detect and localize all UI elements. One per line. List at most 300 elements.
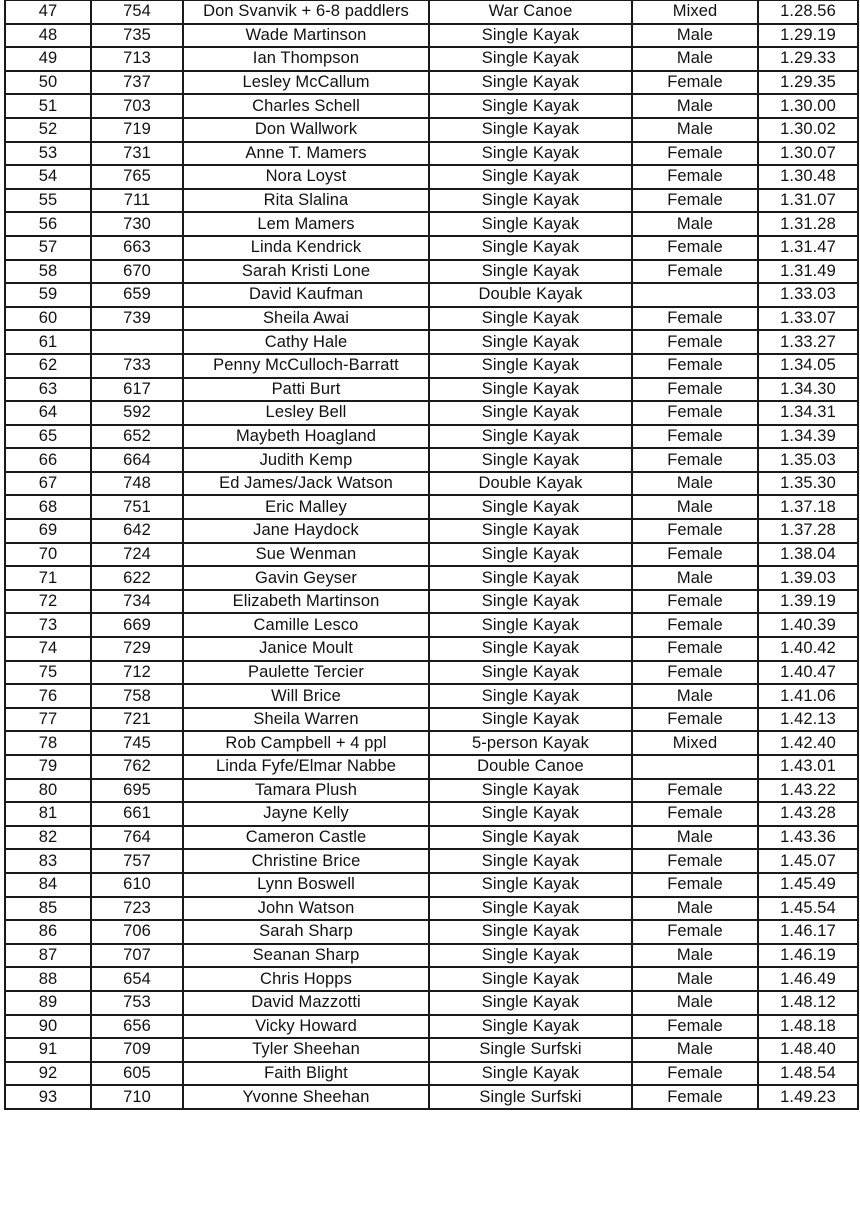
bib-number-cell: 663 bbox=[91, 236, 183, 260]
results-sheet bbox=[4, 0, 859, 1110]
bib-number-cell: 711 bbox=[91, 189, 183, 213]
participant-name-cell: Ed James/Jack Watson bbox=[183, 472, 429, 496]
gender-category-cell: Female bbox=[632, 637, 758, 661]
participant-name-cell: Chris Hopps bbox=[183, 967, 429, 991]
place-cell: 86 bbox=[5, 920, 91, 944]
table-row bbox=[5, 1015, 858, 1039]
finish-time-cell: 1.40.39 bbox=[758, 613, 858, 637]
place-cell: 82 bbox=[5, 826, 91, 850]
place-cell: 77 bbox=[5, 708, 91, 732]
table-row bbox=[5, 991, 858, 1015]
table-row bbox=[5, 495, 858, 519]
boat-type-cell: Single Kayak bbox=[429, 47, 632, 71]
table-row bbox=[5, 165, 858, 189]
gender-category-cell: Female bbox=[632, 779, 758, 803]
finish-time-cell: 1.48.54 bbox=[758, 1062, 858, 1086]
participant-name-cell: Charles Schell bbox=[183, 94, 429, 118]
bib-number-cell: 703 bbox=[91, 94, 183, 118]
bib-number-cell: 664 bbox=[91, 448, 183, 472]
gender-category-cell: Male bbox=[632, 472, 758, 496]
boat-type-cell: Single Kayak bbox=[429, 920, 632, 944]
place-cell: 80 bbox=[5, 779, 91, 803]
table-row bbox=[5, 920, 858, 944]
place-cell: 71 bbox=[5, 566, 91, 590]
gender-category-cell: Female bbox=[632, 189, 758, 213]
gender-category-cell: Female bbox=[632, 613, 758, 637]
boat-type-cell: Single Kayak bbox=[429, 684, 632, 708]
finish-time-cell: 1.28.56 bbox=[758, 0, 858, 24]
boat-type-cell: Single Kayak bbox=[429, 24, 632, 48]
boat-type-cell: Single Kayak bbox=[429, 94, 632, 118]
boat-type-cell: Single Kayak bbox=[429, 495, 632, 519]
participant-name-cell: David Mazzotti bbox=[183, 991, 429, 1015]
bib-number-cell: 745 bbox=[91, 731, 183, 755]
gender-category-cell: Male bbox=[632, 495, 758, 519]
bib-number-cell: 719 bbox=[91, 118, 183, 142]
place-cell: 69 bbox=[5, 519, 91, 543]
boat-type-cell: Single Kayak bbox=[429, 991, 632, 1015]
finish-time-cell: 1.34.30 bbox=[758, 378, 858, 402]
gender-category-cell: Male bbox=[632, 1038, 758, 1062]
gender-category-cell: Male bbox=[632, 826, 758, 850]
bib-number-cell: 721 bbox=[91, 708, 183, 732]
boat-type-cell: Single Kayak bbox=[429, 425, 632, 449]
gender-category-cell: Male bbox=[632, 94, 758, 118]
table-row bbox=[5, 873, 858, 897]
table-row bbox=[5, 448, 858, 472]
finish-time-cell: 1.31.49 bbox=[758, 260, 858, 284]
place-cell: 49 bbox=[5, 47, 91, 71]
place-cell: 60 bbox=[5, 307, 91, 331]
participant-name-cell: Paulette Tercier bbox=[183, 661, 429, 685]
participant-name-cell: Tamara Plush bbox=[183, 779, 429, 803]
table-row bbox=[5, 543, 858, 567]
participant-name-cell: Cathy Hale bbox=[183, 330, 429, 354]
place-cell: 85 bbox=[5, 897, 91, 921]
finish-time-cell: 1.35.03 bbox=[758, 448, 858, 472]
table-row bbox=[5, 71, 858, 95]
bib-number-cell: 654 bbox=[91, 967, 183, 991]
place-cell: 66 bbox=[5, 448, 91, 472]
participant-name-cell: Faith Blight bbox=[183, 1062, 429, 1086]
gender-category-cell: Female bbox=[632, 425, 758, 449]
place-cell: 87 bbox=[5, 944, 91, 968]
finish-time-cell: 1.31.07 bbox=[758, 189, 858, 213]
boat-type-cell: War Canoe bbox=[429, 0, 632, 24]
finish-time-cell: 1.48.18 bbox=[758, 1015, 858, 1039]
table-row bbox=[5, 94, 858, 118]
participant-name-cell: Judith Kemp bbox=[183, 448, 429, 472]
boat-type-cell: Single Surfski bbox=[429, 1038, 632, 1062]
table-row bbox=[5, 307, 858, 331]
bib-number-cell: 753 bbox=[91, 991, 183, 1015]
table-row bbox=[5, 472, 858, 496]
gender-category-cell: Female bbox=[632, 401, 758, 425]
place-cell: 74 bbox=[5, 637, 91, 661]
gender-category-cell: Male bbox=[632, 24, 758, 48]
gender-category-cell: Female bbox=[632, 448, 758, 472]
gender-category-cell: Female bbox=[632, 873, 758, 897]
gender-category-cell: Mixed bbox=[632, 0, 758, 24]
place-cell: 64 bbox=[5, 401, 91, 425]
gender-category-cell: Female bbox=[632, 307, 758, 331]
place-cell: 55 bbox=[5, 189, 91, 213]
boat-type-cell: Single Kayak bbox=[429, 1062, 632, 1086]
table-row bbox=[5, 802, 858, 826]
table-row bbox=[5, 519, 858, 543]
finish-time-cell: 1.29.35 bbox=[758, 71, 858, 95]
finish-time-cell: 1.31.28 bbox=[758, 212, 858, 236]
gender-category-cell bbox=[632, 755, 758, 779]
bib-number-cell: 706 bbox=[91, 920, 183, 944]
finish-time-cell: 1.43.28 bbox=[758, 802, 858, 826]
gender-category-cell: Mixed bbox=[632, 731, 758, 755]
boat-type-cell: Single Kayak bbox=[429, 448, 632, 472]
participant-name-cell: Gavin Geyser bbox=[183, 566, 429, 590]
bib-number-cell: 617 bbox=[91, 378, 183, 402]
boat-type-cell: Single Kayak bbox=[429, 708, 632, 732]
finish-time-cell: 1.33.07 bbox=[758, 307, 858, 331]
participant-name-cell: Jayne Kelly bbox=[183, 802, 429, 826]
participant-name-cell: Lem Mamers bbox=[183, 212, 429, 236]
boat-type-cell: Single Kayak bbox=[429, 1015, 632, 1039]
bib-number-cell: 754 bbox=[91, 0, 183, 24]
finish-time-cell: 1.49.23 bbox=[758, 1085, 858, 1109]
table-row bbox=[5, 1062, 858, 1086]
place-cell: 73 bbox=[5, 613, 91, 637]
bib-number-cell: 707 bbox=[91, 944, 183, 968]
finish-time-cell: 1.48.12 bbox=[758, 991, 858, 1015]
boat-type-cell: Single Kayak bbox=[429, 307, 632, 331]
bib-number-cell: 762 bbox=[91, 755, 183, 779]
place-cell: 61 bbox=[5, 330, 91, 354]
bib-number-cell: 723 bbox=[91, 897, 183, 921]
bib-number-cell: 764 bbox=[91, 826, 183, 850]
bib-number-cell: 751 bbox=[91, 495, 183, 519]
finish-time-cell: 1.35.30 bbox=[758, 472, 858, 496]
boat-type-cell: Single Kayak bbox=[429, 519, 632, 543]
boat-type-cell: Single Kayak bbox=[429, 897, 632, 921]
gender-category-cell: Female bbox=[632, 708, 758, 732]
place-cell: 52 bbox=[5, 118, 91, 142]
boat-type-cell: Single Kayak bbox=[429, 873, 632, 897]
participant-name-cell: Will Brice bbox=[183, 684, 429, 708]
table-row bbox=[5, 826, 858, 850]
table-row bbox=[5, 637, 858, 661]
gender-category-cell: Female bbox=[632, 1062, 758, 1086]
participant-name-cell: Janice Moult bbox=[183, 637, 429, 661]
finish-time-cell: 1.40.42 bbox=[758, 637, 858, 661]
table-row bbox=[5, 944, 858, 968]
gender-category-cell: Female bbox=[632, 920, 758, 944]
boat-type-cell: Single Kayak bbox=[429, 566, 632, 590]
boat-type-cell: Single Kayak bbox=[429, 236, 632, 260]
participant-name-cell: Sue Wenman bbox=[183, 543, 429, 567]
participant-name-cell: Linda Fyfe/Elmar Nabbe bbox=[183, 755, 429, 779]
table-row bbox=[5, 378, 858, 402]
place-cell: 54 bbox=[5, 165, 91, 189]
place-cell: 50 bbox=[5, 71, 91, 95]
table-row bbox=[5, 0, 858, 24]
participant-name-cell: Maybeth Hoagland bbox=[183, 425, 429, 449]
finish-time-cell: 1.29.19 bbox=[758, 24, 858, 48]
finish-time-cell: 1.29.33 bbox=[758, 47, 858, 71]
gender-category-cell: Female bbox=[632, 378, 758, 402]
finish-time-cell: 1.39.19 bbox=[758, 590, 858, 614]
table-row bbox=[5, 236, 858, 260]
place-cell: 81 bbox=[5, 802, 91, 826]
participant-name-cell: Ian Thompson bbox=[183, 47, 429, 71]
participant-name-cell: Tyler Sheehan bbox=[183, 1038, 429, 1062]
gender-category-cell: Female bbox=[632, 260, 758, 284]
table-row bbox=[5, 118, 858, 142]
finish-time-cell: 1.30.00 bbox=[758, 94, 858, 118]
participant-name-cell: Seanan Sharp bbox=[183, 944, 429, 968]
gender-category-cell: Male bbox=[632, 897, 758, 921]
place-cell: 51 bbox=[5, 94, 91, 118]
gender-category-cell: Male bbox=[632, 991, 758, 1015]
participant-name-cell: Elizabeth Martinson bbox=[183, 590, 429, 614]
boat-type-cell: Double Kayak bbox=[429, 472, 632, 496]
place-cell: 62 bbox=[5, 354, 91, 378]
participant-name-cell: Anne T. Mamers bbox=[183, 142, 429, 166]
place-cell: 84 bbox=[5, 873, 91, 897]
place-cell: 53 bbox=[5, 142, 91, 166]
bib-number-cell: 729 bbox=[91, 637, 183, 661]
table-row bbox=[5, 189, 858, 213]
participant-name-cell: Patti Burt bbox=[183, 378, 429, 402]
place-cell: 63 bbox=[5, 378, 91, 402]
finish-time-cell: 1.39.03 bbox=[758, 566, 858, 590]
bib-number-cell: 724 bbox=[91, 543, 183, 567]
bib-number-cell: 733 bbox=[91, 354, 183, 378]
boat-type-cell: Single Kayak bbox=[429, 260, 632, 284]
boat-type-cell: Single Kayak bbox=[429, 849, 632, 873]
place-cell: 92 bbox=[5, 1062, 91, 1086]
boat-type-cell: Single Kayak bbox=[429, 165, 632, 189]
gender-category-cell: Female bbox=[632, 142, 758, 166]
table-row bbox=[5, 1038, 858, 1062]
gender-category-cell: Male bbox=[632, 118, 758, 142]
finish-time-cell: 1.38.04 bbox=[758, 543, 858, 567]
table-row bbox=[5, 684, 858, 708]
boat-type-cell: Single Kayak bbox=[429, 967, 632, 991]
table-row bbox=[5, 566, 858, 590]
table-row bbox=[5, 354, 858, 378]
bib-number-cell: 661 bbox=[91, 802, 183, 826]
participant-name-cell: Sheila Awai bbox=[183, 307, 429, 331]
table-row bbox=[5, 897, 858, 921]
participant-name-cell: Linda Kendrick bbox=[183, 236, 429, 260]
finish-time-cell: 1.48.40 bbox=[758, 1038, 858, 1062]
gender-category-cell: Male bbox=[632, 47, 758, 71]
race-results-table bbox=[4, 0, 859, 1110]
participant-name-cell: Vicky Howard bbox=[183, 1015, 429, 1039]
boat-type-cell: Single Kayak bbox=[429, 802, 632, 826]
bib-number-cell: 656 bbox=[91, 1015, 183, 1039]
bib-number-cell: 735 bbox=[91, 24, 183, 48]
boat-type-cell: Single Surfski bbox=[429, 1085, 632, 1109]
boat-type-cell: Single Kayak bbox=[429, 637, 632, 661]
gender-category-cell: Female bbox=[632, 1015, 758, 1039]
finish-time-cell: 1.37.28 bbox=[758, 519, 858, 543]
boat-type-cell: Double Kayak bbox=[429, 283, 632, 307]
bib-number-cell: 731 bbox=[91, 142, 183, 166]
participant-name-cell: Lesley Bell bbox=[183, 401, 429, 425]
bib-number-cell: 712 bbox=[91, 661, 183, 685]
bib-number-cell: 757 bbox=[91, 849, 183, 873]
table-row bbox=[5, 661, 858, 685]
finish-time-cell: 1.40.47 bbox=[758, 661, 858, 685]
participant-name-cell: Don Svanvik + 6-8 paddlers bbox=[183, 0, 429, 24]
place-cell: 93 bbox=[5, 1085, 91, 1109]
bib-number-cell: 659 bbox=[91, 283, 183, 307]
participant-name-cell: Rob Campbell + 4 ppl bbox=[183, 731, 429, 755]
finish-time-cell: 1.34.05 bbox=[758, 354, 858, 378]
participant-name-cell: Camille Lesco bbox=[183, 613, 429, 637]
boat-type-cell: Single Kayak bbox=[429, 189, 632, 213]
participant-name-cell: Lesley McCallum bbox=[183, 71, 429, 95]
participant-name-cell: Yvonne Sheehan bbox=[183, 1085, 429, 1109]
results-table-body bbox=[5, 0, 858, 1109]
bib-number-cell: 737 bbox=[91, 71, 183, 95]
place-cell: 72 bbox=[5, 590, 91, 614]
gender-category-cell: Female bbox=[632, 543, 758, 567]
finish-time-cell: 1.34.39 bbox=[758, 425, 858, 449]
gender-category-cell: Female bbox=[632, 1085, 758, 1109]
finish-time-cell: 1.46.49 bbox=[758, 967, 858, 991]
table-row bbox=[5, 755, 858, 779]
boat-type-cell: Single Kayak bbox=[429, 401, 632, 425]
finish-time-cell: 1.43.36 bbox=[758, 826, 858, 850]
boat-type-cell: Single Kayak bbox=[429, 330, 632, 354]
bib-number-cell: 695 bbox=[91, 779, 183, 803]
gender-category-cell: Female bbox=[632, 661, 758, 685]
place-cell: 76 bbox=[5, 684, 91, 708]
participant-name-cell: David Kaufman bbox=[183, 283, 429, 307]
bib-number-cell: 734 bbox=[91, 590, 183, 614]
table-row bbox=[5, 283, 858, 307]
table-row bbox=[5, 613, 858, 637]
finish-time-cell: 1.30.02 bbox=[758, 118, 858, 142]
place-cell: 90 bbox=[5, 1015, 91, 1039]
boat-type-cell: Single Kayak bbox=[429, 613, 632, 637]
gender-category-cell: Female bbox=[632, 354, 758, 378]
finish-time-cell: 1.42.40 bbox=[758, 731, 858, 755]
table-row bbox=[5, 330, 858, 354]
gender-category-cell: Female bbox=[632, 590, 758, 614]
finish-time-cell: 1.31.47 bbox=[758, 236, 858, 260]
bib-number-cell: 758 bbox=[91, 684, 183, 708]
boat-type-cell: Double Canoe bbox=[429, 755, 632, 779]
table-row bbox=[5, 142, 858, 166]
table-row bbox=[5, 967, 858, 991]
participant-name-cell: Sarah Kristi Lone bbox=[183, 260, 429, 284]
place-cell: 70 bbox=[5, 543, 91, 567]
boat-type-cell: Single Kayak bbox=[429, 71, 632, 95]
participant-name-cell: Eric Malley bbox=[183, 495, 429, 519]
finish-time-cell: 1.30.48 bbox=[758, 165, 858, 189]
finish-time-cell: 1.33.27 bbox=[758, 330, 858, 354]
bib-number-cell: 730 bbox=[91, 212, 183, 236]
place-cell: 67 bbox=[5, 472, 91, 496]
gender-category-cell: Male bbox=[632, 566, 758, 590]
bib-number-cell: 622 bbox=[91, 566, 183, 590]
finish-time-cell: 1.45.49 bbox=[758, 873, 858, 897]
bib-number-cell: 669 bbox=[91, 613, 183, 637]
boat-type-cell: Single Kayak bbox=[429, 142, 632, 166]
table-row bbox=[5, 1085, 858, 1109]
finish-time-cell: 1.45.54 bbox=[758, 897, 858, 921]
participant-name-cell: Wade Martinson bbox=[183, 24, 429, 48]
boat-type-cell: Single Kayak bbox=[429, 590, 632, 614]
bib-number-cell: 670 bbox=[91, 260, 183, 284]
place-cell: 88 bbox=[5, 967, 91, 991]
bib-number-cell: 739 bbox=[91, 307, 183, 331]
bib-number-cell: 713 bbox=[91, 47, 183, 71]
participant-name-cell: Lynn Boswell bbox=[183, 873, 429, 897]
table-row bbox=[5, 212, 858, 236]
boat-type-cell: Single Kayak bbox=[429, 661, 632, 685]
participant-name-cell: Nora Loyst bbox=[183, 165, 429, 189]
place-cell: 79 bbox=[5, 755, 91, 779]
boat-type-cell: Single Kayak bbox=[429, 543, 632, 567]
table-row bbox=[5, 779, 858, 803]
gender-category-cell bbox=[632, 283, 758, 307]
bib-number-cell: 710 bbox=[91, 1085, 183, 1109]
place-cell: 83 bbox=[5, 849, 91, 873]
place-cell: 56 bbox=[5, 212, 91, 236]
participant-name-cell: John Watson bbox=[183, 897, 429, 921]
bib-number-cell: 642 bbox=[91, 519, 183, 543]
bib-number-cell: 592 bbox=[91, 401, 183, 425]
boat-type-cell: Single Kayak bbox=[429, 354, 632, 378]
finish-time-cell: 1.46.19 bbox=[758, 944, 858, 968]
participant-name-cell: Rita Slalina bbox=[183, 189, 429, 213]
table-row bbox=[5, 24, 858, 48]
place-cell: 91 bbox=[5, 1038, 91, 1062]
boat-type-cell: 5-person Kayak bbox=[429, 731, 632, 755]
participant-name-cell: Christine Brice bbox=[183, 849, 429, 873]
bib-number-cell: 652 bbox=[91, 425, 183, 449]
gender-category-cell: Male bbox=[632, 212, 758, 236]
gender-category-cell: Male bbox=[632, 684, 758, 708]
place-cell: 58 bbox=[5, 260, 91, 284]
gender-category-cell: Female bbox=[632, 802, 758, 826]
boat-type-cell: Single Kayak bbox=[429, 779, 632, 803]
place-cell: 47 bbox=[5, 0, 91, 24]
boat-type-cell: Single Kayak bbox=[429, 944, 632, 968]
finish-time-cell: 1.46.17 bbox=[758, 920, 858, 944]
finish-time-cell: 1.37.18 bbox=[758, 495, 858, 519]
place-cell: 89 bbox=[5, 991, 91, 1015]
gender-category-cell: Female bbox=[632, 330, 758, 354]
finish-time-cell: 1.30.07 bbox=[758, 142, 858, 166]
finish-time-cell: 1.43.01 bbox=[758, 755, 858, 779]
participant-name-cell: Penny McCulloch-Barratt bbox=[183, 354, 429, 378]
gender-category-cell: Male bbox=[632, 967, 758, 991]
bib-number-cell: 709 bbox=[91, 1038, 183, 1062]
participant-name-cell: Don Wallwork bbox=[183, 118, 429, 142]
gender-category-cell: Female bbox=[632, 236, 758, 260]
gender-category-cell: Female bbox=[632, 519, 758, 543]
place-cell: 48 bbox=[5, 24, 91, 48]
finish-time-cell: 1.34.31 bbox=[758, 401, 858, 425]
place-cell: 65 bbox=[5, 425, 91, 449]
table-row bbox=[5, 731, 858, 755]
place-cell: 57 bbox=[5, 236, 91, 260]
bib-number-cell: 605 bbox=[91, 1062, 183, 1086]
